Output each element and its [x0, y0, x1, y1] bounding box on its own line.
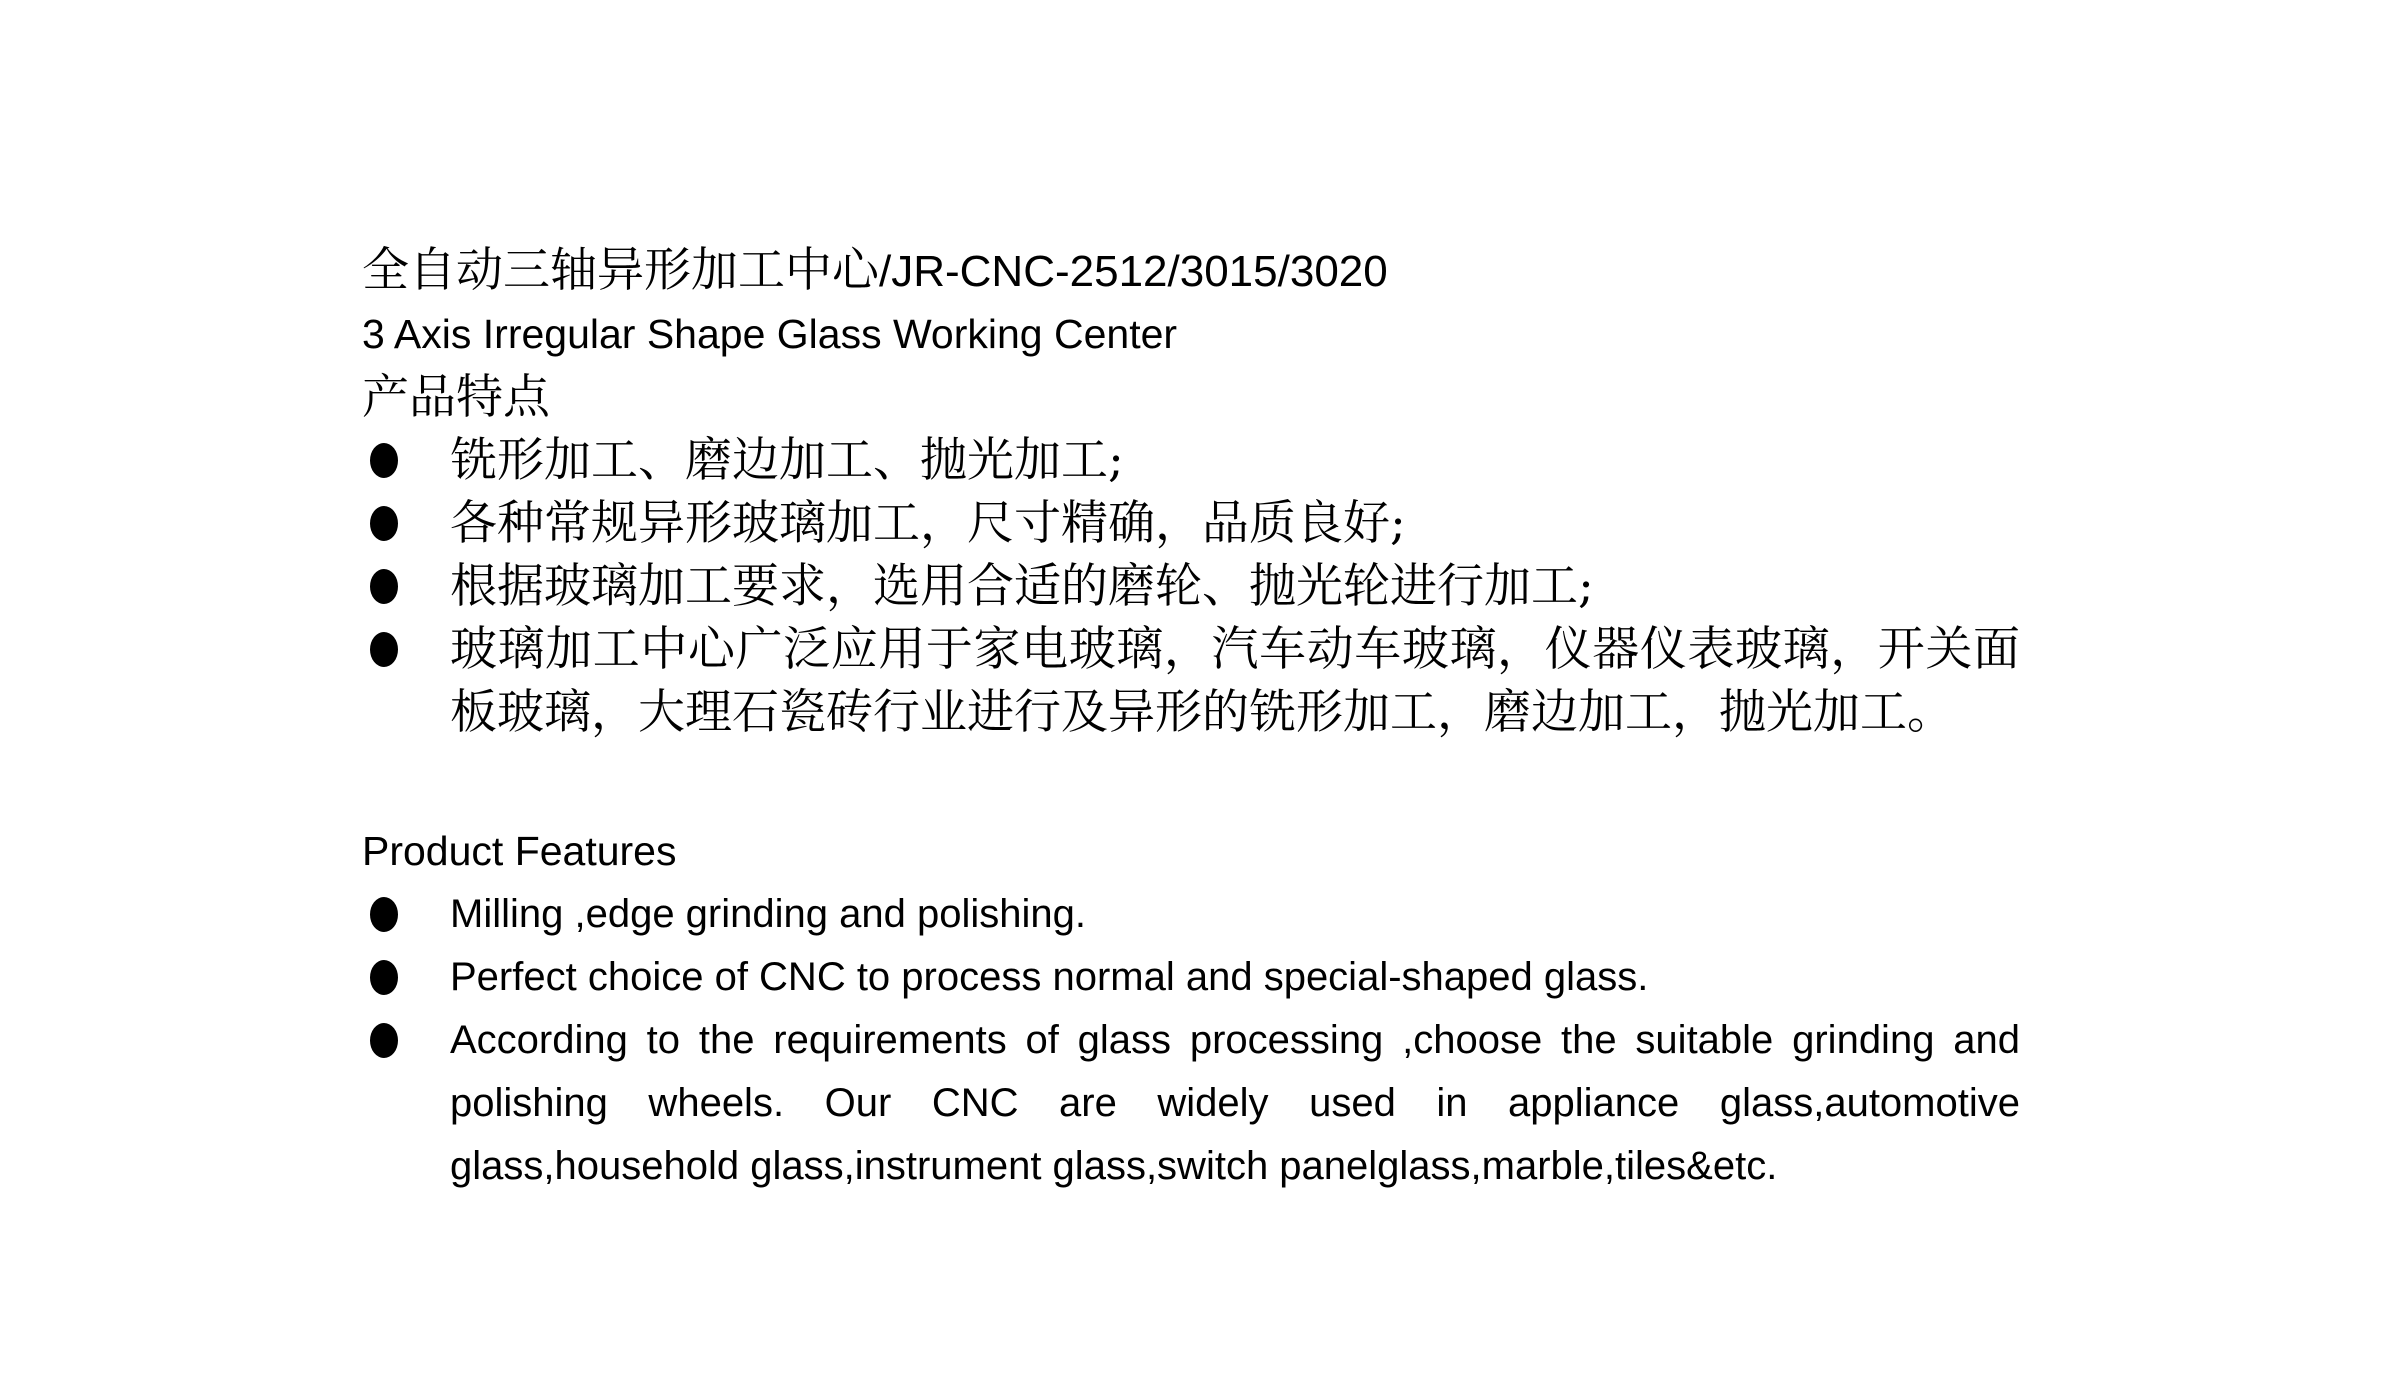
- bullet-icon: [370, 569, 398, 604]
- bullet-icon: [370, 506, 398, 541]
- feature-item-en: [362, 1009, 2020, 1198]
- features-list-zh: [362, 429, 2020, 744]
- feature-item-text: 铣形加工、磨边加工、抛光加工;: [450, 433, 1124, 488]
- bullet-icon: [370, 1023, 398, 1058]
- feature-item-text: Milling ,edge grinding and polishing.: [450, 892, 1086, 936]
- feature-item-zh: [362, 618, 2020, 744]
- features-heading-zh: 产品特点: [362, 370, 550, 425]
- bullet-icon: [370, 632, 398, 667]
- bullet-icon: [370, 443, 398, 478]
- feature-item-zh: [362, 492, 2020, 555]
- product-subtitle-en: 3 Axis Irregular Shape Glass Working Center: [362, 311, 1178, 357]
- feature-item-text: Perfect choice of CNC to process normal and special-shaped glass.: [450, 955, 1649, 999]
- product-title: [362, 238, 2020, 303]
- section-gap: [362, 744, 2020, 820]
- features-heading-en: Product Features: [362, 828, 677, 874]
- feature-item-text: 根据玻璃加工要求，选用合适的磨轮、抛光轮进行加工;: [450, 559, 1594, 614]
- bullet-icon: [370, 960, 398, 995]
- features-list-en: [362, 883, 2020, 1198]
- feature-item-zh: [362, 555, 2020, 618]
- feature-item-zh: [362, 429, 2020, 492]
- feature-item-text: 玻璃加工中心广泛应用于家电玻璃，汽车动车玻璃，仪器仪表玻璃，开关面板玻璃，大理石瓷砖行业进行及异形的铣形加工，磨边加工，抛光加工。: [450, 622, 2020, 740]
- bullet-icon: [370, 897, 398, 932]
- feature-item-en: [362, 883, 2020, 946]
- feature-item-text: 各种常规异形玻璃加工，尺寸精确，品质良好;: [450, 496, 1406, 551]
- product-title-zh: 全自动三轴异形加工中心: [362, 243, 879, 298]
- feature-item-text: According to the requirements of glass processing ,choose the suitable grinding and polishing wheels. Our CNC are widely used in appliance glass,automotive glass,household glass,instrument glass,switch panelglass,marble,tiles&etc.: [450, 1018, 2020, 1188]
- feature-item-en: [362, 946, 2020, 1009]
- product-title-model: /JR-CNC-2512/3015/3020: [879, 247, 1388, 296]
- product-description: [362, 238, 2020, 1198]
